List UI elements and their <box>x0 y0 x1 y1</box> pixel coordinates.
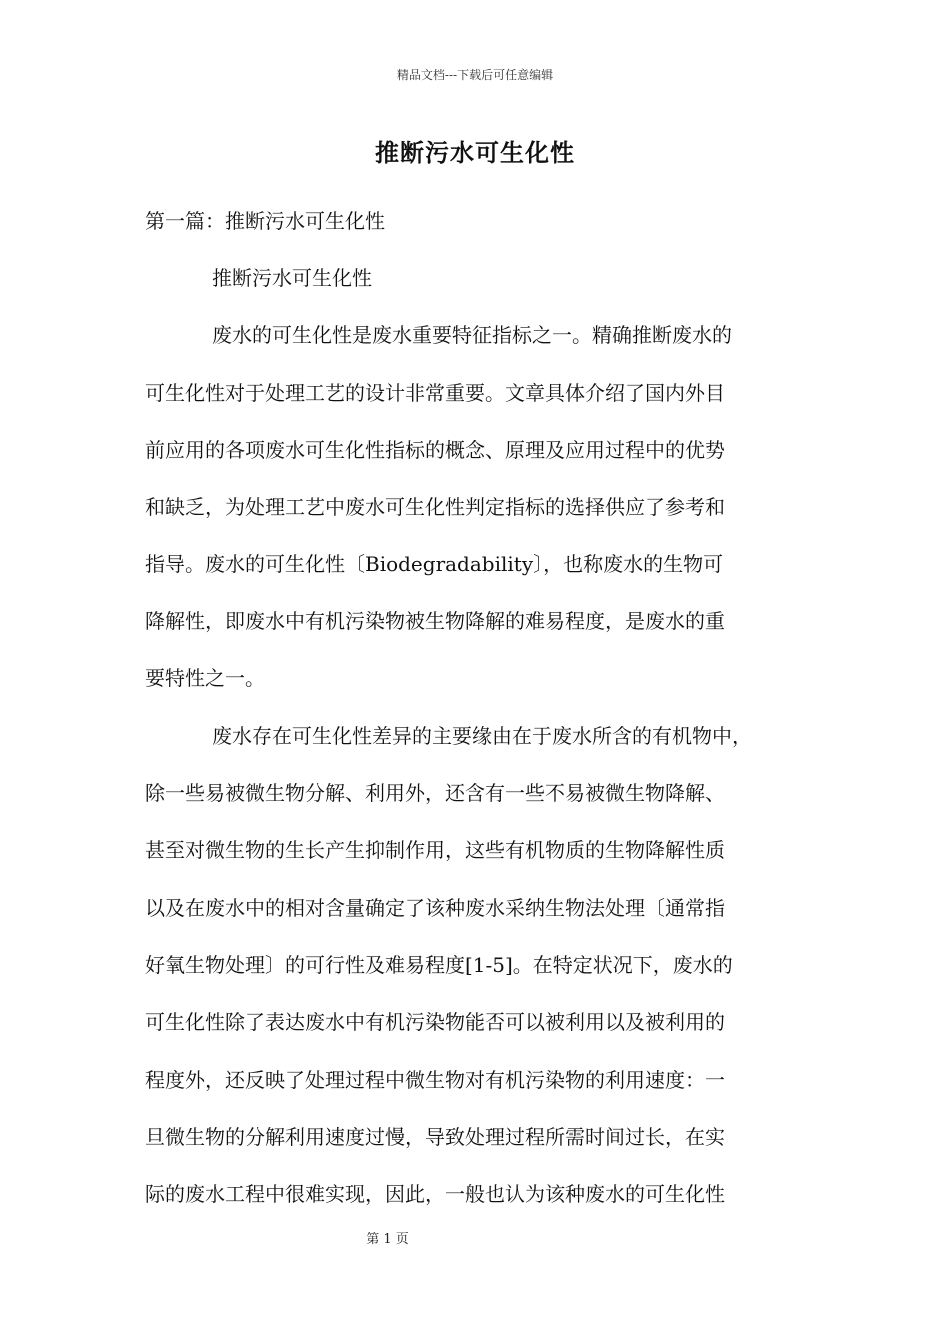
paragraph1-line: 指导。废水的可生化性〔Biodegradability〕，也称废水的生物可 <box>145 552 724 576</box>
paragraph2-line: 甚至对微生物的生长产生抑制作用，这些有机物质的生物降解性质 <box>145 838 725 862</box>
page-header: 精品文档---下载后可任意编辑 <box>396 68 554 82</box>
page-footer: 第 1 页 <box>366 1232 409 1247</box>
paragraph2-line: 废水存在可生化性差异的主要缘由在于废水所含的有机物中， <box>212 724 752 748</box>
paragraph2-line: 以及在废水中的相对含量确定了该种废水采纳生物法处理〔通常指 <box>145 896 725 920</box>
paragraph1-line: 废水的可生化性是废水重要特征指标之一。精确推断废水的 <box>212 323 732 347</box>
paragraph2-line: 好氧生物处理〕的可行性及难易程度[1-5]。在特定状况下，废水的 <box>145 953 733 977</box>
paragraph1-line: 和缺乏，为处理工艺中废水可生化性判定指标的选择供应了参考和 <box>145 495 725 519</box>
section-heading: 第一篇：推断污水可生化性 <box>145 209 385 233</box>
paragraph1-line: 可生化性对于处理工艺的设计非常重要。文章具体介绍了国内外目 <box>145 381 725 405</box>
paragraph1-line: 降解性，即废水中有机污染物被生物降解的难易程度，是废水的重 <box>145 609 725 633</box>
paragraph1-line: 前应用的各项废水可生化性指标的概念、原理及应用过程中的优势 <box>145 438 725 462</box>
paragraph2-line: 可生化性除了表达废水中有机污染物能否可以被利用以及被利用的 <box>145 1010 725 1034</box>
paragraph2-line: 旦微生物的分解利用速度过慢，导致处理过程所需时间过长，在实 <box>145 1125 725 1149</box>
document-title: 推断污水可生化性 <box>375 138 575 167</box>
subheading: 推断污水可生化性 <box>212 266 372 290</box>
paragraph2-line: 程度外，还反映了处理过程中微生物对有机污染物的利用速度：一 <box>145 1068 725 1092</box>
paragraph2-line: 际的废水工程中很难实现，因此，一般也认为该种废水的可生化性 <box>145 1182 725 1206</box>
paragraph2-line: 除一些易被微生物分解、利用外，还含有一些不易被微生物降解、 <box>145 781 725 805</box>
paragraph1-line: 要特性之一。 <box>145 666 265 690</box>
